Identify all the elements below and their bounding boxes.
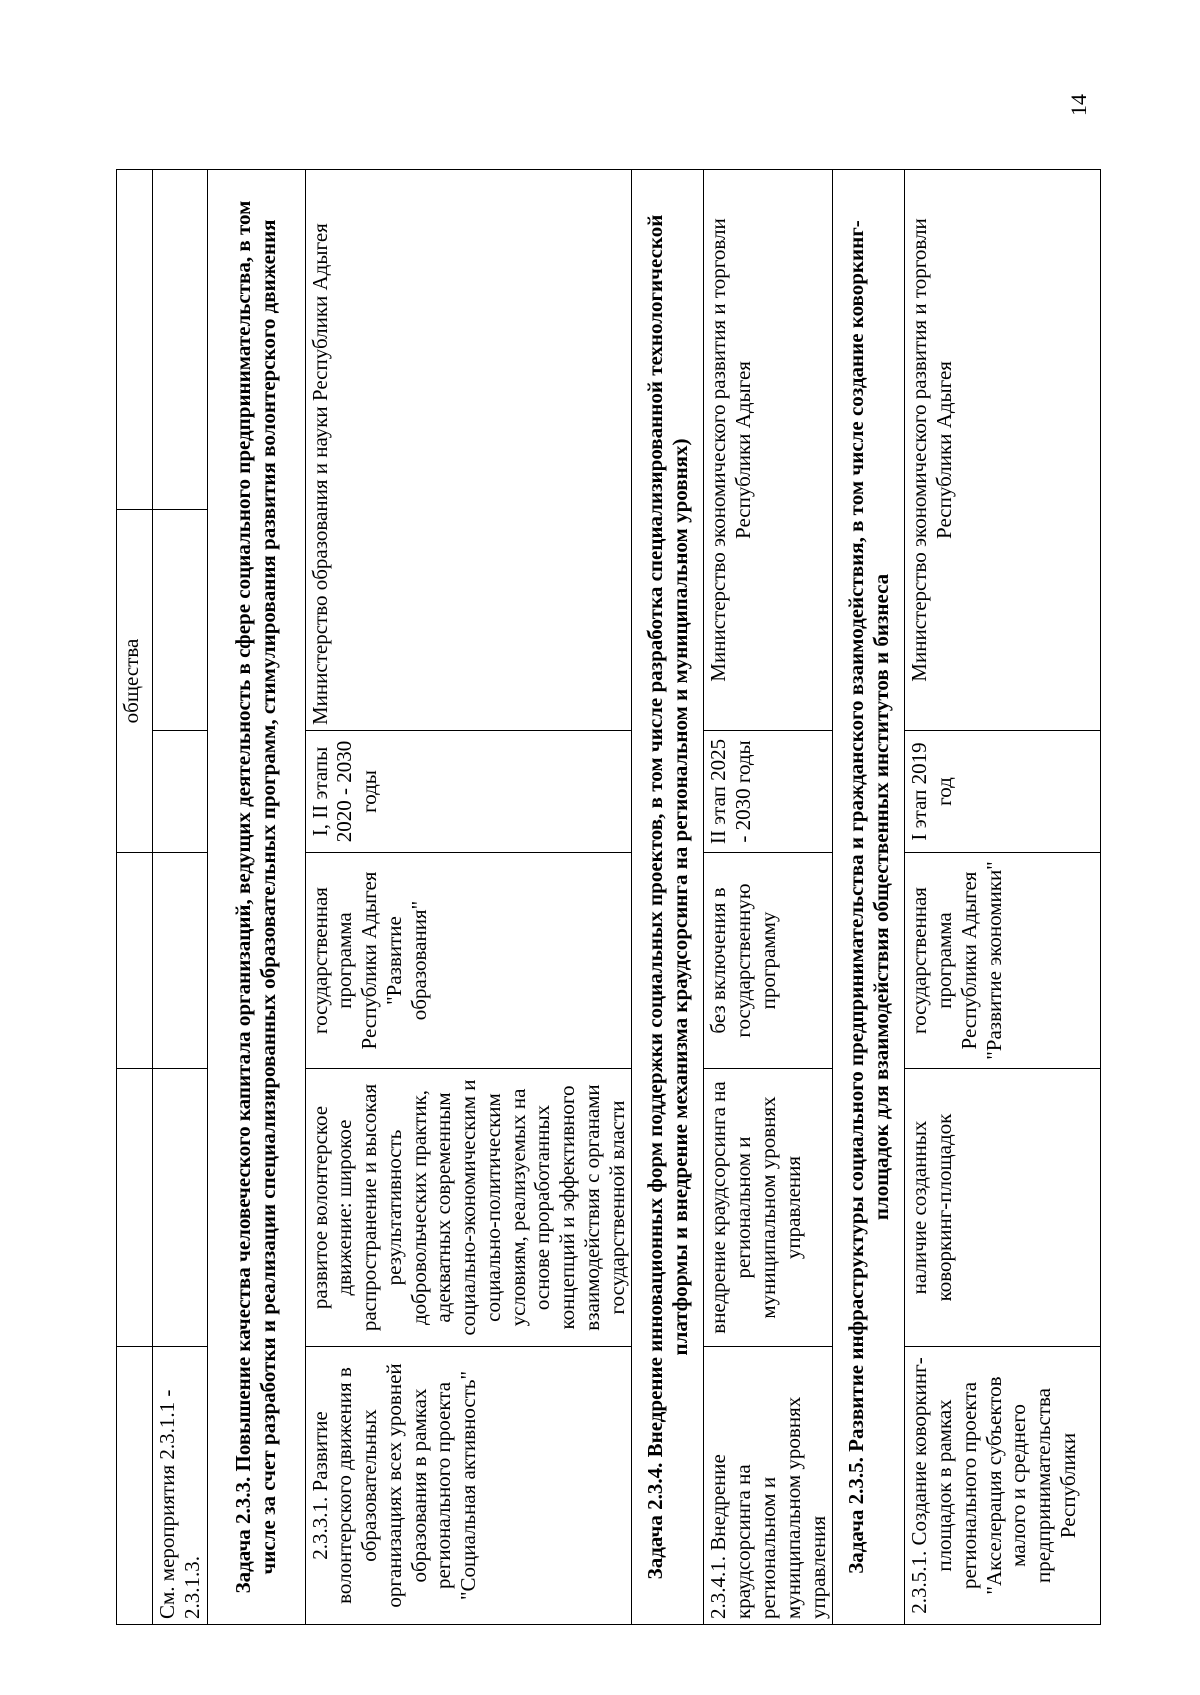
period-cell: I, II этапы 2020 - 2030 годы	[305, 731, 632, 853]
table-row	[704, 170, 833, 1625]
period-cell: II этап 2025 - 2030 годы	[704, 731, 833, 853]
table-row	[117, 170, 153, 1625]
rotated-table-wrapper	[116, 170, 1080, 1625]
result-cell: внедрение краудсорсинга на региональном и муниципальном уровнях управления	[704, 1069, 833, 1347]
table-row	[905, 170, 1101, 1625]
task-title: Задача 2.3.3. Повышение качества человеческого капитала организаций, ведущих деятельность в сфере социального предпринимательства, в том числе за счет разработки и реализации специализированных образовательных программ, стимулирования развития волонтерского движения	[207, 170, 305, 1625]
page-number: 14	[1066, 94, 1091, 116]
table-row	[153, 170, 208, 1625]
responsible-cell: Министерство экономического развития и торговли Республики Адыгея	[905, 170, 1101, 731]
responsible-cell: Министерство экономического развития и торговли Республики Адыгея	[704, 170, 833, 731]
task-heading-row	[833, 170, 905, 1625]
task-heading-row	[632, 170, 704, 1625]
task-title: Задача 2.3.4. Внедрение инновационных форм поддержки социальных проектов, в том числе разработка специализированной технологической платформы и внедрение механизма краудсорсинга на региональном и муниципальном уровнях)	[632, 170, 704, 1625]
see-events-cell: См. мероприятия 2.3.1.1 - 2.3.1.3.	[153, 1347, 208, 1625]
result-cell: наличие созданных коворкинг-площадок	[905, 1069, 1101, 1347]
measure-cell: 2.3.3.1. Развитие волонтерского движения в образовательных организациях всех уровней образования в рамках регионального проекта "Социальная активность"	[305, 1347, 632, 1625]
table-row	[305, 170, 632, 1625]
period-cell: I этап 2019 год	[905, 731, 1101, 853]
responsible-cell: Министерство образования и науки Республики Адыгея	[305, 170, 632, 731]
source-cell: без включения в государственную программу	[704, 853, 833, 1069]
measure-cell: 2.3.4.1. Внедрение краудсорсинга на региональном и муниципальном уровнях управления	[704, 1347, 833, 1625]
measures-table	[116, 169, 1101, 1625]
result-cell: развитое волонтерское движение: широкое распространение и высокая результативность добровольческих практик, адекватных современным социально-экономическим и социально-политическим условиям, реализуемых на основе проработанных концепций и эффективного взаимодействия с органами государственной власти	[305, 1069, 632, 1347]
source-cell: государственная программа Республики Адыгея "Развитие образования"	[305, 853, 632, 1069]
task-heading-row	[207, 170, 305, 1625]
source-cell: государственная программа Республики Адыгея "Развитие экономики"	[905, 853, 1101, 1069]
measure-cell: 2.3.5.1. Создание коворкинг-площадок в рамках регионального проекта "Акселерация субъектов малого и среднего предпринимательства Республики	[905, 1347, 1101, 1625]
task-title: Задача 2.3.5. Развитие инфраструктуры социального предпринимательства и гражданского взаимодействия, в том числе создание коворкинг-площадок для взаимодействия общественных институтов и бизнеса	[833, 170, 905, 1625]
society-cell: общества	[117, 510, 153, 853]
